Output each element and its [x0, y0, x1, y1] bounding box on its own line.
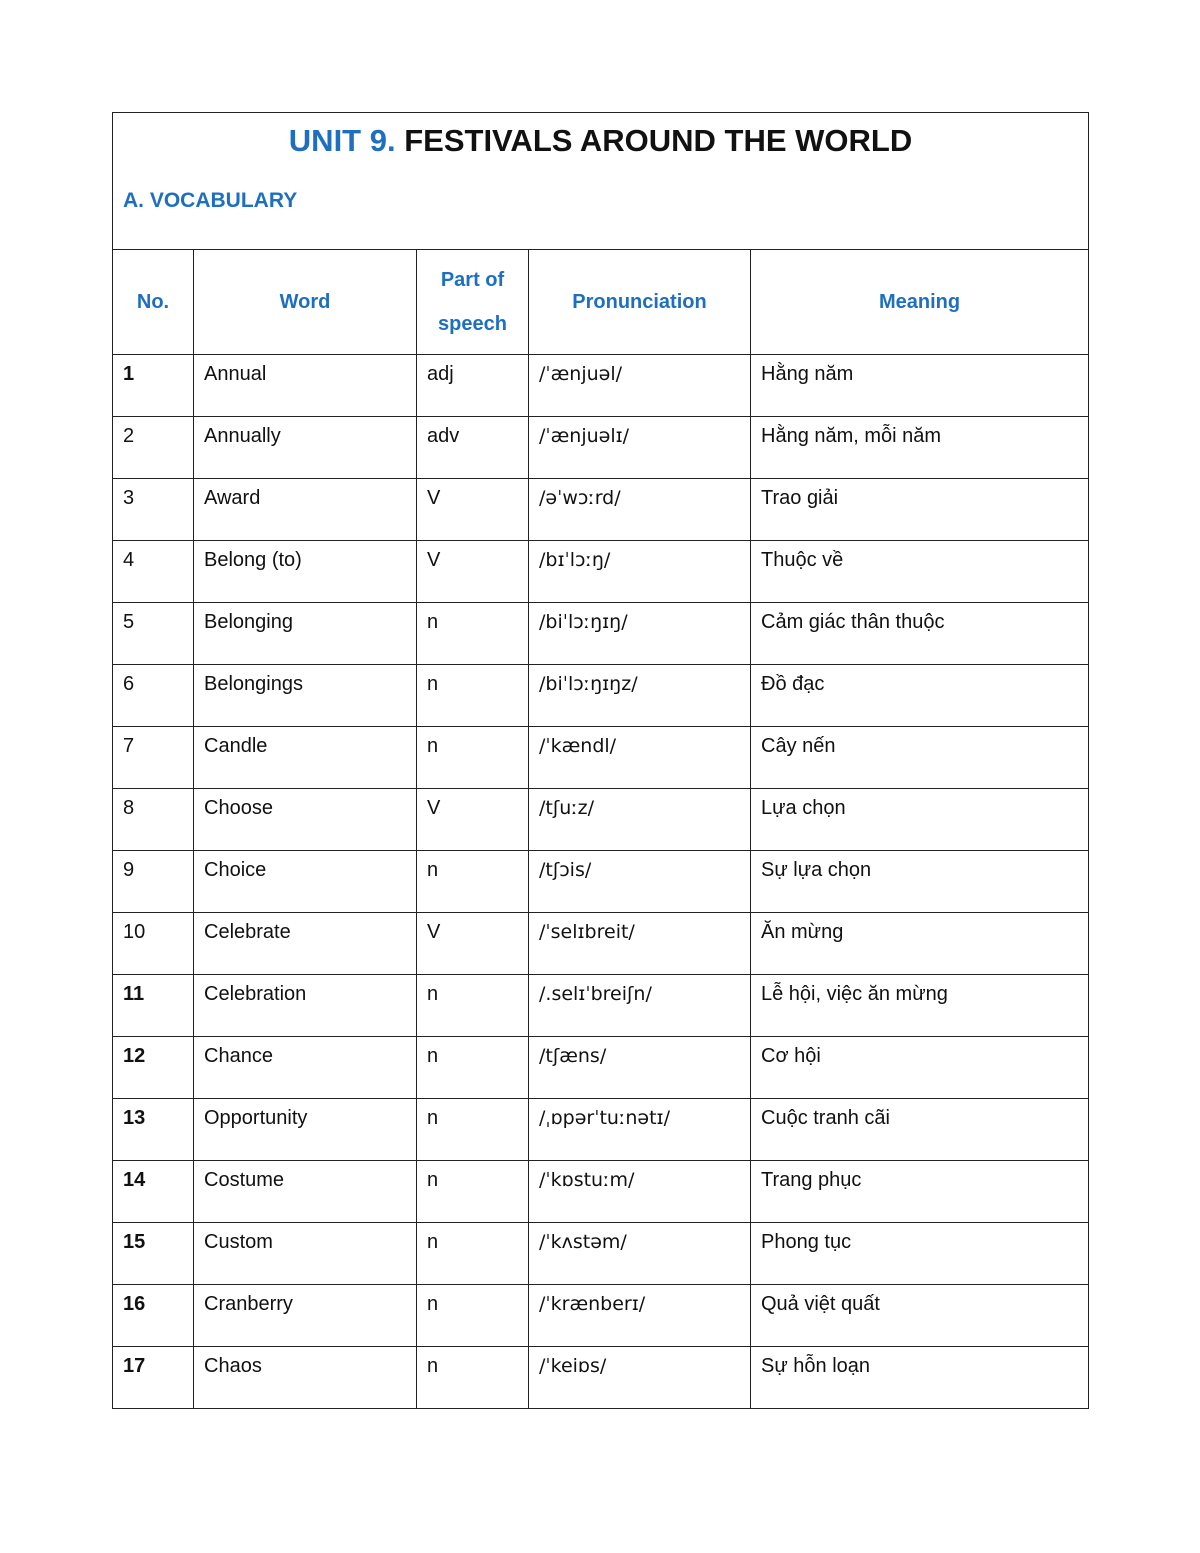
row-meaning-cell	[751, 851, 1089, 913]
vocabulary-table	[112, 112, 1089, 1409]
row-part-of-speech-cell	[417, 665, 529, 727]
table-row	[113, 851, 1089, 913]
row-number: 4	[123, 549, 135, 571]
page-title	[113, 121, 1088, 161]
row-part-of-speech-cell	[417, 851, 529, 913]
unit-title: FESTIVALS AROUND THE WORLD	[404, 123, 913, 158]
row-number: 6	[123, 673, 135, 695]
row-part-of-speech-cell	[417, 727, 529, 789]
row-meaning-cell	[751, 1161, 1089, 1223]
row-word: Custom	[204, 1231, 273, 1253]
row-word-cell	[194, 1223, 417, 1285]
header-pos-line2: speech	[438, 313, 507, 335]
row-pronunciation-cell	[529, 789, 751, 851]
row-word-cell	[194, 1099, 417, 1161]
row-pronunciation: /ˌɒpərˈtuːnətɪ/	[539, 1107, 671, 1129]
row-meaning-cell	[751, 479, 1089, 541]
row-part-of-speech-cell	[417, 417, 529, 479]
row-number: 10	[123, 921, 146, 943]
row-pronunciation: /tʃɔis/	[539, 859, 592, 881]
header-pronunciation: Pronunciation	[529, 250, 751, 355]
row-pronunciation-cell	[529, 603, 751, 665]
row-number-cell	[113, 1285, 194, 1347]
table-row	[113, 417, 1089, 479]
row-number: 5	[123, 611, 135, 633]
row-part-of-speech: n	[427, 611, 439, 633]
row-number: 12	[123, 1045, 146, 1067]
row-word: Choice	[204, 859, 267, 881]
row-word-cell	[194, 975, 417, 1037]
row-part-of-speech: V	[427, 797, 441, 819]
row-word: Opportunity	[204, 1107, 308, 1129]
row-pronunciation-cell	[529, 727, 751, 789]
row-number-cell	[113, 541, 194, 603]
row-part-of-speech: n	[427, 1293, 439, 1315]
row-word-cell	[194, 665, 417, 727]
row-meaning: Cơ hội	[761, 1045, 821, 1067]
row-meaning-cell	[751, 1347, 1089, 1409]
row-pronunciation-cell	[529, 1285, 751, 1347]
row-word-cell	[194, 1347, 417, 1409]
row-meaning-cell	[751, 727, 1089, 789]
row-word: Celebration	[204, 983, 307, 1005]
row-number: 3	[123, 487, 135, 509]
row-pronunciation: /ˈkrænberɪ/	[539, 1293, 646, 1315]
row-number-cell	[113, 975, 194, 1037]
table-row	[113, 1347, 1089, 1409]
row-part-of-speech-cell	[417, 1223, 529, 1285]
row-word: Choose	[204, 797, 273, 819]
row-part-of-speech: n	[427, 1169, 439, 1191]
row-word-cell	[194, 727, 417, 789]
section-heading: A. VOCABULARY	[123, 189, 298, 212]
row-part-of-speech: V	[427, 921, 441, 943]
row-pronunciation-cell	[529, 1099, 751, 1161]
row-word: Costume	[204, 1169, 285, 1191]
row-part-of-speech: V	[427, 487, 441, 509]
row-pronunciation-cell	[529, 851, 751, 913]
row-pronunciation-cell	[529, 665, 751, 727]
header-part-of-speech	[417, 250, 529, 355]
row-word: Award	[204, 487, 261, 509]
row-pronunciation: /ˈkændl/	[539, 735, 617, 757]
row-pronunciation: /ˈkɒstuːm/	[539, 1169, 635, 1191]
row-pronunciation: /əˈwɔːrd/	[539, 487, 621, 509]
table-row	[113, 665, 1089, 727]
header-no: No.	[113, 250, 194, 355]
row-part-of-speech-cell	[417, 355, 529, 417]
row-word: Chance	[204, 1045, 273, 1067]
row-part-of-speech: n	[427, 1355, 439, 1377]
row-pronunciation: /.selɪˈbreiʃn/	[539, 983, 652, 1005]
row-number: 7	[123, 735, 135, 757]
row-pronunciation-cell	[529, 479, 751, 541]
table-header-row	[113, 250, 1089, 355]
row-meaning: Lễ hội, việc ăn mừng	[761, 983, 948, 1005]
row-pronunciation-cell	[529, 417, 751, 479]
row-number: 15	[123, 1231, 146, 1253]
row-word: Belonging	[204, 611, 293, 633]
row-meaning: Trang phục	[761, 1169, 862, 1191]
row-number-cell	[113, 1223, 194, 1285]
row-part-of-speech: n	[427, 983, 439, 1005]
row-number: 16	[123, 1293, 146, 1315]
row-part-of-speech: n	[427, 673, 439, 695]
table-row	[113, 913, 1089, 975]
row-part-of-speech: adj	[427, 363, 454, 385]
table-row	[113, 1099, 1089, 1161]
row-number: 13	[123, 1107, 146, 1129]
row-part-of-speech-cell	[417, 541, 529, 603]
row-number-cell	[113, 665, 194, 727]
row-number: 11	[123, 983, 145, 1005]
row-pronunciation: /tʃuːz/	[539, 797, 595, 819]
row-word-cell	[194, 603, 417, 665]
row-part-of-speech-cell	[417, 789, 529, 851]
row-meaning-cell	[751, 1223, 1089, 1285]
row-meaning-cell	[751, 541, 1089, 603]
row-number-cell	[113, 851, 194, 913]
row-pronunciation-cell	[529, 1037, 751, 1099]
row-part-of-speech-cell	[417, 1161, 529, 1223]
row-part-of-speech-cell	[417, 479, 529, 541]
row-part-of-speech: n	[427, 859, 439, 881]
table-row	[113, 1037, 1089, 1099]
row-meaning: Sự lựa chọn	[761, 859, 872, 881]
table-row	[113, 789, 1089, 851]
row-pronunciation: /ˈænjuəl/	[539, 363, 623, 385]
row-meaning-cell	[751, 913, 1089, 975]
row-word: Belong (to)	[204, 549, 302, 571]
row-pronunciation-cell	[529, 1223, 751, 1285]
row-number: 8	[123, 797, 135, 819]
row-word-cell	[194, 1285, 417, 1347]
row-word-cell	[194, 851, 417, 913]
row-pronunciation: /ˈselɪbreit/	[539, 921, 635, 943]
row-meaning: Hằng năm	[761, 363, 854, 385]
row-part-of-speech: n	[427, 1231, 439, 1253]
row-meaning-cell	[751, 417, 1089, 479]
row-number: 17	[123, 1355, 146, 1377]
row-number: 9	[123, 859, 135, 881]
row-meaning-cell	[751, 789, 1089, 851]
row-pronunciation: /biˈlɔːŋɪŋz/	[539, 673, 638, 695]
row-pronunciation-cell	[529, 975, 751, 1037]
table-row	[113, 1223, 1089, 1285]
header-word: Word	[194, 250, 417, 355]
row-word: Belongings	[204, 673, 303, 695]
row-number-cell	[113, 1347, 194, 1409]
row-pronunciation-cell	[529, 913, 751, 975]
row-meaning: Đồ đạc	[761, 673, 825, 695]
row-word-cell	[194, 355, 417, 417]
row-meaning: Sự hỗn loạn	[761, 1355, 871, 1377]
table-row	[113, 1285, 1089, 1347]
row-word-cell	[194, 1037, 417, 1099]
row-part-of-speech-cell	[417, 1037, 529, 1099]
row-pronunciation-cell	[529, 1161, 751, 1223]
row-part-of-speech-cell	[417, 913, 529, 975]
row-part-of-speech-cell	[417, 1347, 529, 1409]
table-row	[113, 603, 1089, 665]
row-meaning-cell	[751, 1099, 1089, 1161]
header-pos-line1: Part of	[440, 269, 505, 291]
row-word: Annually	[204, 425, 281, 447]
row-pronunciation: /bɪˈlɔːŋ/	[539, 549, 611, 571]
row-word: Candle	[204, 735, 268, 757]
row-word-cell	[194, 479, 417, 541]
row-meaning: Quả việt quất	[761, 1293, 880, 1315]
row-number-cell	[113, 1099, 194, 1161]
table-row	[113, 975, 1089, 1037]
row-part-of-speech: adv	[427, 425, 460, 447]
row-part-of-speech: n	[427, 1045, 439, 1067]
row-word-cell	[194, 913, 417, 975]
row-word-cell	[194, 541, 417, 603]
row-meaning-cell	[751, 975, 1089, 1037]
table-row	[113, 541, 1089, 603]
row-meaning: Lựa chọn	[761, 797, 846, 819]
row-meaning-cell	[751, 1037, 1089, 1099]
row-number-cell	[113, 603, 194, 665]
unit-label: UNIT 9.	[288, 123, 396, 158]
row-part-of-speech: n	[427, 1107, 439, 1129]
row-pronunciation: /ˈkʌstəm/	[539, 1231, 627, 1253]
row-number: 14	[123, 1169, 146, 1191]
table-row	[113, 727, 1089, 789]
row-pronunciation: /tʃæns/	[539, 1045, 607, 1067]
row-part-of-speech-cell	[417, 603, 529, 665]
row-meaning: Trao giải	[761, 487, 839, 509]
row-pronunciation: /biˈlɔːŋɪŋ/	[539, 611, 628, 633]
row-pronunciation-cell	[529, 355, 751, 417]
header-meaning: Meaning	[751, 250, 1089, 355]
row-number-cell	[113, 355, 194, 417]
row-part-of-speech: V	[427, 549, 441, 571]
row-word: Cranberry	[204, 1293, 293, 1315]
row-number: 2	[123, 425, 135, 447]
row-number-cell	[113, 1037, 194, 1099]
row-meaning: Ăn mừng	[761, 921, 844, 943]
row-meaning-cell	[751, 665, 1089, 727]
table-row	[113, 479, 1089, 541]
table-row	[113, 355, 1089, 417]
row-word-cell	[194, 789, 417, 851]
row-pronunciation-cell	[529, 541, 751, 603]
row-part-of-speech-cell	[417, 975, 529, 1037]
title-cell	[113, 113, 1089, 250]
row-meaning: Phong tục	[761, 1231, 852, 1253]
row-meaning-cell	[751, 355, 1089, 417]
row-word: Annual	[204, 363, 267, 385]
row-part-of-speech-cell	[417, 1099, 529, 1161]
row-meaning: Cây nến	[761, 735, 836, 757]
row-number-cell	[113, 479, 194, 541]
row-word: Celebrate	[204, 921, 291, 943]
row-number-cell	[113, 727, 194, 789]
row-meaning-cell	[751, 603, 1089, 665]
row-number-cell	[113, 913, 194, 975]
row-word-cell	[194, 1161, 417, 1223]
row-number: 1	[123, 363, 135, 385]
row-pronunciation: /ˈænjuəlɪ/	[539, 425, 630, 447]
row-part-of-speech-cell	[417, 1285, 529, 1347]
table-row	[113, 1161, 1089, 1223]
row-meaning: Thuộc về	[761, 549, 844, 571]
row-meaning-cell	[751, 1285, 1089, 1347]
row-number-cell	[113, 1161, 194, 1223]
row-word-cell	[194, 417, 417, 479]
row-meaning: Hằng năm, mỗi năm	[761, 425, 942, 447]
row-meaning: Cuộc tranh cãi	[761, 1107, 890, 1129]
row-number-cell	[113, 789, 194, 851]
row-part-of-speech: n	[427, 735, 439, 757]
row-number-cell	[113, 417, 194, 479]
vocabulary-sheet	[112, 112, 1088, 1409]
row-pronunciation-cell	[529, 1347, 751, 1409]
row-meaning: Cảm giác thân thuộc	[761, 611, 945, 633]
row-pronunciation: /ˈkeiɒs/	[539, 1355, 607, 1377]
row-word: Chaos	[204, 1355, 262, 1377]
